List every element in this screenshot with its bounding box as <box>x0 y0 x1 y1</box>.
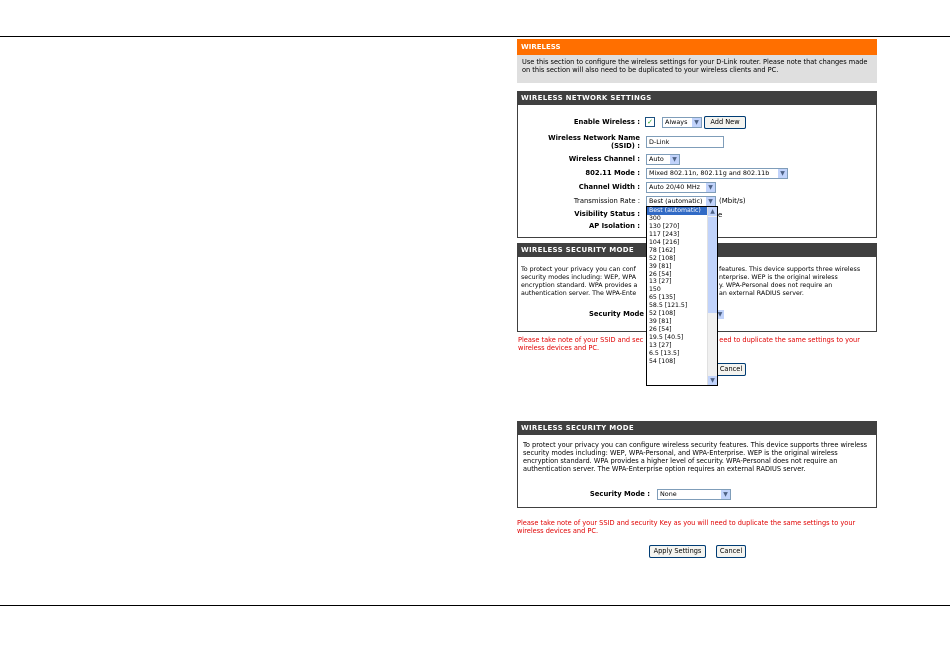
mode-80211-label: 802.11 Mode : <box>585 169 640 177</box>
security-intro-line: nterprise. WEP is the original wireless <box>719 274 838 281</box>
security-mode-title-bottom: WIRELESS SECURITY MODE <box>517 421 877 435</box>
dropdown-scrollbar[interactable] <box>707 207 717 385</box>
cancel-button-top[interactable]: Cancel <box>716 363 746 376</box>
rate-unit: (Mbit/s) <box>719 197 746 205</box>
enable-wireless-label: Enable Wireless : <box>573 118 640 126</box>
ssid-label <box>540 134 640 150</box>
security-intro-line: features. This device supports three wireless <box>719 266 861 273</box>
security-intro-bottom: To protect your privacy you can configure wireless security features. This device supports three wireless security modes including: WEP, WPA-Personal, and WPA-Enterprise. WEP is the original wireless encryption standard. WPA provides a higher level of security. WPA-Personal does not require an authentication server. The WPA-Enterprise option requires an external RADIUS server. <box>523 441 868 473</box>
wireless-channel-select[interactable] <box>646 154 680 165</box>
security-note-top-b: eed to duplicate the same settings to your <box>719 336 860 344</box>
rate-option[interactable]: 26 [54] <box>649 326 672 334</box>
rate-option[interactable]: 13 [27] <box>649 341 672 349</box>
security-mode-select[interactable] <box>657 489 731 500</box>
wireless-channel-value: Auto <box>649 155 664 163</box>
visibility-status-label: Visibility Status : <box>574 210 640 218</box>
security-mode-title-top: WIRELESS SECURITY MODE <box>517 243 877 257</box>
security-intro-line: To protect your privacy you can conf <box>521 266 636 273</box>
enable-wireless-checkbox[interactable]: ✓ <box>645 117 655 127</box>
rate-option[interactable]: Best (automatic) <box>647 207 717 215</box>
bottom-rule <box>0 605 950 606</box>
visibility-status-fragment: e <box>718 211 723 219</box>
rate-option[interactable]: 150 <box>649 286 661 294</box>
rate-option[interactable]: 65 [135] <box>649 294 676 302</box>
security-intro-line: security modes including: WEP, WPA <box>521 274 637 281</box>
chevron-down-icon: ▼ <box>669 155 679 164</box>
wireless-title: WIRELESS <box>517 39 877 55</box>
rate-option[interactable]: 52 [108] <box>649 254 676 262</box>
transmission-rate-label: Transmission Rate : <box>573 197 640 205</box>
security-note-bottom: Please take note of your SSID and security Key as you will need to duplicate the same settings to your wireless devices and PC. <box>517 519 856 535</box>
security-intro-line: y. WPA-Personal does not require an <box>719 282 833 289</box>
top-rule <box>0 36 950 37</box>
ap-isolation-label: AP Isolation : <box>589 222 640 230</box>
wireless-section <box>517 39 877 83</box>
security-intro-right <box>719 266 875 298</box>
rate-option[interactable]: 19.5 [40.5] <box>649 334 684 341</box>
network-settings-title: WIRELESS NETWORK SETTINGS <box>517 91 877 105</box>
chevron-down-icon: ▼ <box>777 169 787 178</box>
rate-option[interactable]: 26 [54] <box>649 270 672 278</box>
wireless-intro: Use this section to configure the wireless settings for your D-Link router. Please note that changes made on this section will also need to be duplicated to your wireless clients and PC. <box>517 55 877 83</box>
rate-option[interactable]: 54 [108] <box>649 357 676 365</box>
mode-80211-select[interactable] <box>646 168 788 179</box>
schedule-select[interactable] <box>662 117 702 128</box>
wireless-channel-label: Wireless Channel : <box>568 155 640 163</box>
security-intro-line: authentication server. The WPA-Ente <box>521 290 637 297</box>
rate-option[interactable]: 300 <box>649 214 661 222</box>
transmission-rate-dropdown[interactable] <box>646 206 718 386</box>
security-note-top-a: Please take note of your SSID and sec <box>518 336 644 344</box>
chevron-down-icon[interactable]: ▼ <box>708 376 717 385</box>
cancel-button-bottom[interactable]: Cancel <box>716 545 746 558</box>
rate-option[interactable]: 39 [81] <box>649 318 672 326</box>
chevron-down-icon: ▼ <box>720 490 730 499</box>
channel-width-value: Auto 20/40 MHz <box>649 183 700 191</box>
add-new-button[interactable]: Add New <box>704 116 746 129</box>
rate-option[interactable]: 13 [27] <box>649 278 672 286</box>
chevron-down-icon: ▼ <box>705 197 715 206</box>
security-mode-label-bottom: Security Mode : <box>589 490 650 498</box>
channel-width-label: Channel Width : <box>578 183 640 191</box>
rate-option[interactable]: 130 [270] <box>649 222 680 230</box>
ssid-input[interactable]: D-Link <box>646 136 724 148</box>
rate-option[interactable]: 52 [108] <box>649 310 676 318</box>
rate-option[interactable]: 6.5 [13.5] <box>649 349 680 357</box>
security-note-top-line2: wireless devices and PC. <box>518 344 600 352</box>
scrollbar-thumb[interactable] <box>708 217 717 313</box>
rate-option[interactable]: 117 [243] <box>649 230 680 238</box>
ssid-label-line1: Wireless Network Name <box>548 134 640 142</box>
rate-option[interactable]: 58.5 [121.5] <box>649 302 688 310</box>
ssid-label-line2: (SSID) : <box>611 142 640 150</box>
chevron-down-icon: ▼ <box>691 118 701 127</box>
transmission-rate-value: Best (automatic) <box>649 197 703 205</box>
security-intro-line: an external RADIUS server. <box>719 290 804 297</box>
schedule-value: Always <box>665 118 688 126</box>
mode-80211-value: Mixed 802.11n, 802.11g and 802.11b <box>649 169 770 177</box>
rate-option[interactable]: 104 [216] <box>649 238 680 246</box>
rate-option[interactable]: 39 [81] <box>649 262 672 270</box>
security-intro-left <box>521 266 647 298</box>
chevron-down-icon: ▼ <box>705 183 715 192</box>
rate-option[interactable]: 78 [162] <box>649 246 676 254</box>
channel-width-select[interactable] <box>646 182 716 193</box>
chevron-up-icon[interactable]: ▲ <box>708 207 717 216</box>
chevron-down-icon: ▼ <box>717 311 723 318</box>
apply-settings-button[interactable]: Apply Settings <box>649 545 706 558</box>
security-mode-value: None <box>660 490 677 498</box>
security-intro-line: encryption standard. WPA provides a <box>521 282 638 289</box>
security-mode-label-top: Security Mode <box>588 310 644 318</box>
